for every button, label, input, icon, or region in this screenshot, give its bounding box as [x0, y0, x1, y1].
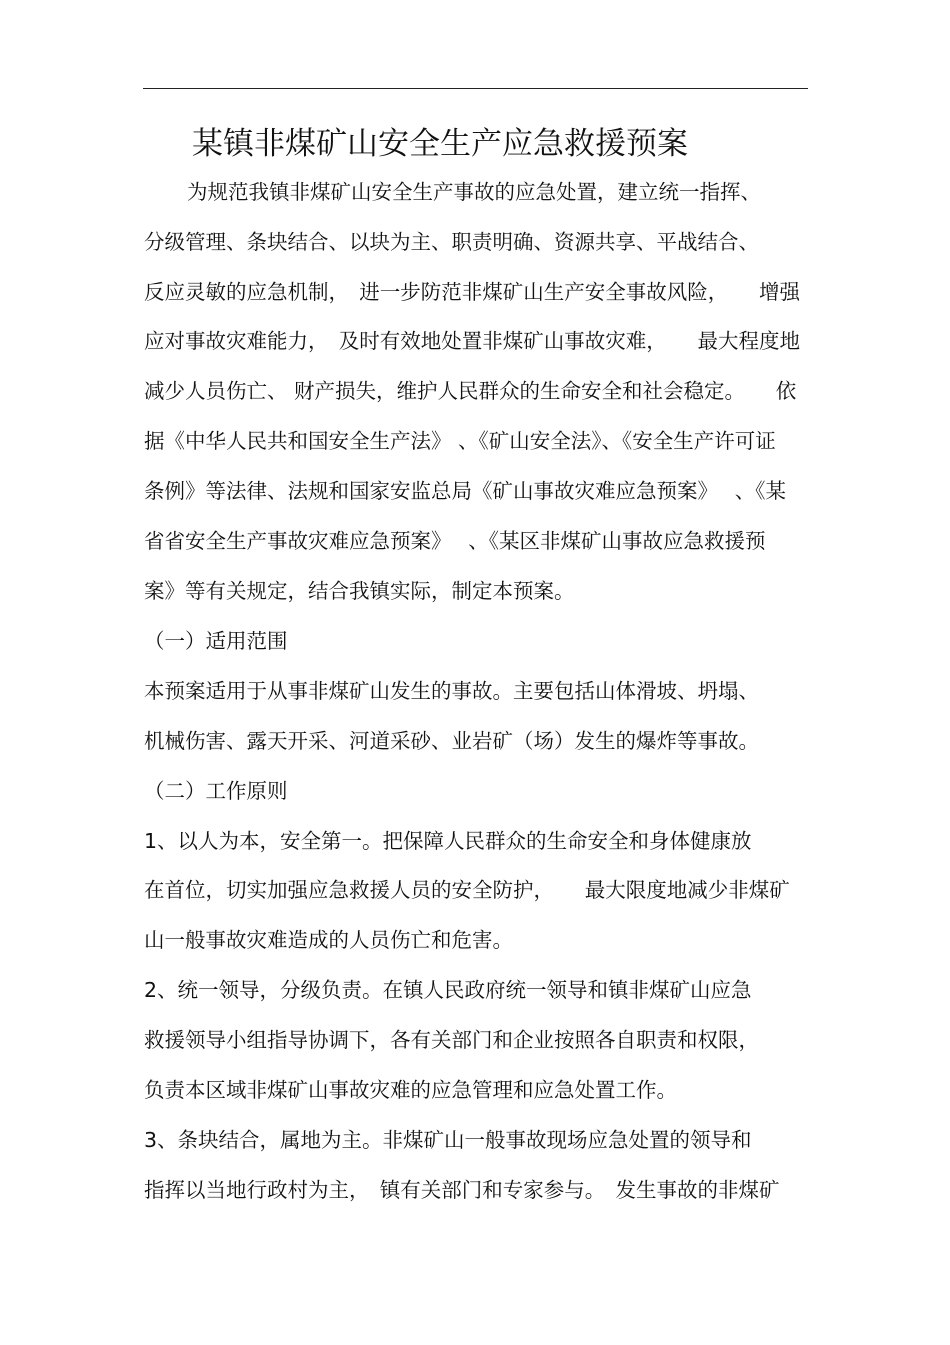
paragraph-line: 省省安全生产事故灾难应急预案》 、《某区非煤矿山事故应急救援预: [144, 529, 766, 553]
paragraph-line: 在首位，切实加强应急救援人员的安全防护， 最大限度地减少非煤矿: [144, 878, 790, 902]
paragraph-line: 分级管理、条块结合、以块为主、职责明确、资源共享、平战结合、: [144, 230, 759, 254]
paragraph-line: 救援领导小组指导协调下，各有关部门和企业按照各自职责和权限，: [144, 1028, 759, 1052]
paragraph-line: 3、条块结合，属地为主。非煤矿山一般事故现场应急处置的领导和: [144, 1128, 752, 1152]
paragraph-line: 本预案适用于从事非煤矿山发生的事故。主要包括山体滑坡、坍塌、: [144, 679, 759, 703]
paragraph-line: 负责本区域非煤矿山事故灾难的应急管理和应急处置工作。: [144, 1078, 677, 1102]
paragraph-line: 减少人员伤亡、 财产损失，维护人民群众的生命安全和社会稳定。 依: [144, 379, 797, 403]
document-title: 某镇非煤矿山安全生产应急救援预案: [192, 126, 688, 162]
paragraph-line: 反应灵敏的应急机制， 进一步防范非煤矿山生产安全事故风险， 增强: [144, 280, 800, 304]
paragraph-line: 为规范我镇非煤矿山安全生产事故的应急处置，建立统一指挥、: [187, 180, 761, 204]
paragraph-line: 条例》等法律、法规和国家安监总局《矿山事故灾难应急预案》 、《某: [144, 479, 787, 503]
paragraph-line: 案》等有关规定，结合我镇实际，制定本预案。: [144, 579, 575, 603]
header-rule: [143, 88, 808, 89]
paragraph-line: 1、以人为本，安全第一。把保障人民群众的生命安全和身体健康放: [144, 829, 752, 853]
section-heading: （二）工作原则: [144, 779, 288, 803]
paragraph-line: 机械伤害、露天开采、河道采砂、业岩矿（场）发生的爆炸等事故。: [144, 729, 759, 753]
section-heading: （一）适用范围: [144, 629, 288, 653]
paragraph-line: 指挥以当地行政村为主， 镇有关部门和专家参与。 发生事故的非煤矿: [144, 1178, 780, 1202]
paragraph-line: 山一般事故灾难造成的人员伤亡和危害。: [144, 928, 513, 952]
paragraph-line: 应对事故灾难能力， 及时有效地处置非煤矿山事故灾难， 最大程度地: [144, 329, 800, 353]
paragraph-line: 据《中华人民共和国安全生产法》 、《矿山安全法》、《安全生产许可证: [144, 429, 776, 453]
paragraph-line: 2、统一领导，分级负责。在镇人民政府统一领导和镇非煤矿山应急: [144, 978, 752, 1002]
